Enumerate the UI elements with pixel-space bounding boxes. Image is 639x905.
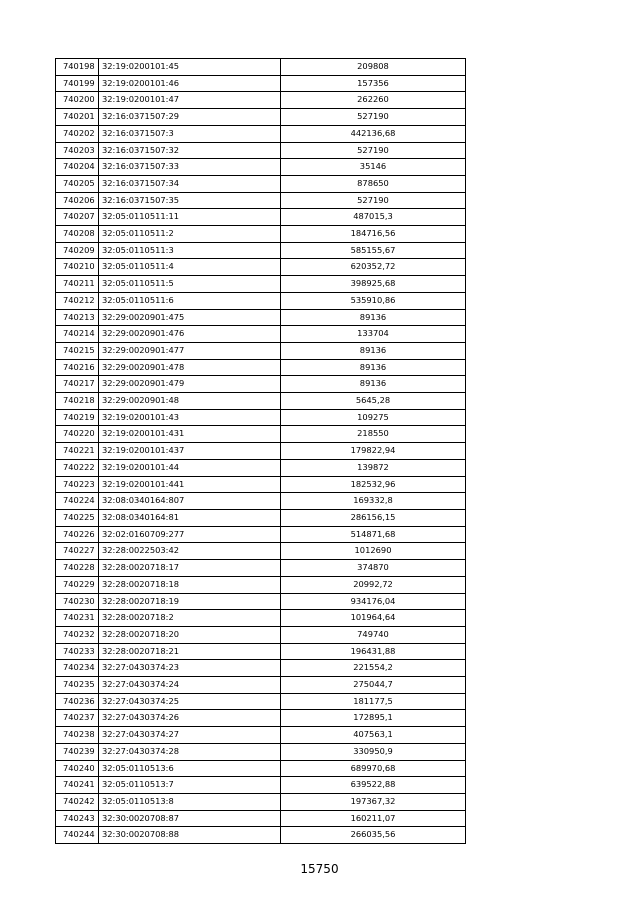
value-cell: 89136 (281, 342, 466, 359)
value-cell: 218550 (281, 426, 466, 443)
value-cell: 442136,68 (281, 125, 466, 142)
value-cell: 266035,56 (281, 827, 466, 844)
value-cell: 160211,07 (281, 810, 466, 827)
cadastral-number-cell: 32:29:0020901:475 (99, 309, 281, 326)
row-id-cell: 740217 (56, 376, 99, 393)
table-row (56, 509, 466, 526)
cadastral-number-cell: 32:16:0371507:29 (99, 109, 281, 126)
table-row (56, 643, 466, 660)
table-row (56, 376, 466, 393)
cadastral-number-cell: 32:16:0371507:32 (99, 142, 281, 159)
value-cell: 1012690 (281, 543, 466, 560)
cadastral-number-cell: 32:28:0020718:2 (99, 610, 281, 627)
table-row (56, 326, 466, 343)
row-id-cell: 740229 (56, 576, 99, 593)
row-id-cell: 740210 (56, 259, 99, 276)
value-cell: 5645,28 (281, 393, 466, 410)
table-row (56, 142, 466, 159)
value-cell: 934176,04 (281, 593, 466, 610)
row-id-cell: 740238 (56, 727, 99, 744)
row-id-cell: 740242 (56, 793, 99, 810)
table-row (56, 727, 466, 744)
value-cell: 878650 (281, 175, 466, 192)
cadastral-number-cell: 32:19:0200101:47 (99, 92, 281, 109)
table-row (56, 760, 466, 777)
cadastral-number-cell: 32:19:0200101:43 (99, 409, 281, 426)
row-id-cell: 740235 (56, 677, 99, 694)
value-cell: 527190 (281, 192, 466, 209)
cadastral-number-cell: 32:05:0110513:7 (99, 777, 281, 794)
table-row (56, 560, 466, 577)
value-cell: 209808 (281, 59, 466, 76)
value-cell: 109275 (281, 409, 466, 426)
value-cell: 179822,94 (281, 443, 466, 460)
value-cell: 157356 (281, 75, 466, 92)
value-cell: 196431,88 (281, 643, 466, 660)
table-row (56, 92, 466, 109)
row-id-cell: 740232 (56, 626, 99, 643)
value-cell: 620352,72 (281, 259, 466, 276)
value-cell: 514871,68 (281, 526, 466, 543)
cadastral-number-cell: 32:28:0020718:18 (99, 576, 281, 593)
table-row (56, 810, 466, 827)
row-id-cell: 740226 (56, 526, 99, 543)
cadastral-number-cell: 32:29:0020901:477 (99, 342, 281, 359)
row-id-cell: 740212 (56, 292, 99, 309)
cadastral-number-cell: 32:19:0200101:44 (99, 459, 281, 476)
row-id-cell: 740205 (56, 175, 99, 192)
row-id-cell: 740209 (56, 242, 99, 259)
cadastral-number-cell: 32:05:0110511:4 (99, 259, 281, 276)
table-row (56, 677, 466, 694)
row-id-cell: 740198 (56, 59, 99, 76)
table-row (56, 593, 466, 610)
cadastral-number-cell: 32:27:0430374:25 (99, 693, 281, 710)
row-id-cell: 740227 (56, 543, 99, 560)
cadastral-number-cell: 32:16:0371507:34 (99, 175, 281, 192)
table-row (56, 693, 466, 710)
table-row (56, 59, 466, 76)
cadastral-number-cell: 32:05:0110511:2 (99, 226, 281, 243)
table-row (56, 109, 466, 126)
table-row (56, 710, 466, 727)
cadastral-number-cell: 32:27:0430374:26 (99, 710, 281, 727)
row-id-cell: 740228 (56, 560, 99, 577)
value-cell: 374870 (281, 560, 466, 577)
table-row (56, 359, 466, 376)
value-cell: 487015,3 (281, 209, 466, 226)
row-id-cell: 740234 (56, 660, 99, 677)
cadastral-number-cell: 32:19:0200101:441 (99, 476, 281, 493)
value-cell: 398925,68 (281, 276, 466, 293)
value-cell: 286156,15 (281, 509, 466, 526)
value-cell: 35146 (281, 159, 466, 176)
row-id-cell: 740219 (56, 409, 99, 426)
value-cell: 527190 (281, 109, 466, 126)
value-cell: 689970,68 (281, 760, 466, 777)
table-row (56, 543, 466, 560)
table-row (56, 493, 466, 510)
table-row (56, 743, 466, 760)
cadastral-number-cell: 32:16:0371507:35 (99, 192, 281, 209)
cadastral-number-cell: 32:28:0020718:19 (99, 593, 281, 610)
row-id-cell: 740202 (56, 125, 99, 142)
cadastral-number-cell: 32:05:0110511:3 (99, 242, 281, 259)
table-row (56, 75, 466, 92)
value-cell: 585155,67 (281, 242, 466, 259)
value-cell: 275044,7 (281, 677, 466, 694)
table-row (56, 259, 466, 276)
table-row (56, 159, 466, 176)
cadastral-number-cell: 32:19:0200101:437 (99, 443, 281, 460)
row-id-cell: 740224 (56, 493, 99, 510)
row-id-cell: 740211 (56, 276, 99, 293)
table-row (56, 610, 466, 627)
row-id-cell: 740233 (56, 643, 99, 660)
row-id-cell: 740203 (56, 142, 99, 159)
row-id-cell: 740204 (56, 159, 99, 176)
row-id-cell: 740241 (56, 777, 99, 794)
cadastral-number-cell: 32:27:0430374:24 (99, 677, 281, 694)
cadastral-number-cell: 32:19:0200101:45 (99, 59, 281, 76)
row-id-cell: 740220 (56, 426, 99, 443)
row-id-cell: 740206 (56, 192, 99, 209)
row-id-cell: 740223 (56, 476, 99, 493)
cadastral-number-cell: 32:02:0160709:277 (99, 526, 281, 543)
cadastral-number-cell: 32:30:0020708:88 (99, 827, 281, 844)
value-cell: 749740 (281, 626, 466, 643)
row-id-cell: 740244 (56, 827, 99, 844)
value-cell: 89136 (281, 309, 466, 326)
table-row (56, 192, 466, 209)
table-row (56, 626, 466, 643)
cadastral-number-cell: 32:27:0430374:23 (99, 660, 281, 677)
row-id-cell: 740230 (56, 593, 99, 610)
cadastral-number-cell: 32:29:0020901:476 (99, 326, 281, 343)
cadastral-number-cell: 32:05:0110513:6 (99, 760, 281, 777)
table-row (56, 175, 466, 192)
value-cell: 169332,8 (281, 493, 466, 510)
table-row (56, 342, 466, 359)
row-id-cell: 740214 (56, 326, 99, 343)
table-row (56, 242, 466, 259)
row-id-cell: 740239 (56, 743, 99, 760)
row-id-cell: 740218 (56, 393, 99, 410)
table-row (56, 209, 466, 226)
table-row (56, 526, 466, 543)
cadastral-number-cell: 32:29:0020901:479 (99, 376, 281, 393)
value-cell: 262260 (281, 92, 466, 109)
cadastral-number-cell: 32:05:0110511:6 (99, 292, 281, 309)
value-cell: 639522,88 (281, 777, 466, 794)
value-cell: 101964,64 (281, 610, 466, 627)
table-row (56, 409, 466, 426)
cadastral-number-cell: 32:28:0020718:17 (99, 560, 281, 577)
table-row (56, 426, 466, 443)
data-table (55, 58, 466, 844)
table-row (56, 443, 466, 460)
cadastral-number-cell: 32:29:0020901:478 (99, 359, 281, 376)
cadastral-number-cell: 32:19:0200101:431 (99, 426, 281, 443)
value-cell: 89136 (281, 376, 466, 393)
cadastral-number-cell: 32:28:0020718:20 (99, 626, 281, 643)
cadastral-number-cell: 32:27:0430374:28 (99, 743, 281, 760)
row-id-cell: 740237 (56, 710, 99, 727)
table-row (56, 793, 466, 810)
cadastral-number-cell: 32:27:0430374:27 (99, 727, 281, 744)
value-cell: 139872 (281, 459, 466, 476)
value-cell: 20992,72 (281, 576, 466, 593)
row-id-cell: 740201 (56, 109, 99, 126)
row-id-cell: 740240 (56, 760, 99, 777)
value-cell: 172895,1 (281, 710, 466, 727)
cadastral-number-cell: 32:19:0200101:46 (99, 75, 281, 92)
table-row (56, 276, 466, 293)
row-id-cell: 740215 (56, 342, 99, 359)
row-id-cell: 740208 (56, 226, 99, 243)
value-cell: 527190 (281, 142, 466, 159)
table-row (56, 125, 466, 142)
value-cell: 184716,56 (281, 226, 466, 243)
table-row (56, 777, 466, 794)
row-id-cell: 740216 (56, 359, 99, 376)
cadastral-number-cell: 32:28:0020718:21 (99, 643, 281, 660)
table-row (56, 292, 466, 309)
value-cell: 407563,1 (281, 727, 466, 744)
row-id-cell: 740225 (56, 509, 99, 526)
table-row (56, 660, 466, 677)
row-id-cell: 740222 (56, 459, 99, 476)
table-body (56, 59, 466, 844)
cadastral-number-cell: 32:08:0340164:81 (99, 509, 281, 526)
cadastral-number-cell: 32:05:0110511:5 (99, 276, 281, 293)
row-id-cell: 740207 (56, 209, 99, 226)
table-row (56, 476, 466, 493)
row-id-cell: 740213 (56, 309, 99, 326)
page-number: 15750 (300, 862, 339, 876)
row-id-cell: 740236 (56, 693, 99, 710)
value-cell: 182532,96 (281, 476, 466, 493)
table-row (56, 459, 466, 476)
table-row (56, 393, 466, 410)
row-id-cell: 740199 (56, 75, 99, 92)
row-id-cell: 740221 (56, 443, 99, 460)
row-id-cell: 740231 (56, 610, 99, 627)
cadastral-number-cell: 32:16:0371507:33 (99, 159, 281, 176)
value-cell: 89136 (281, 359, 466, 376)
value-cell: 330950,9 (281, 743, 466, 760)
table-row (56, 226, 466, 243)
row-id-cell: 740243 (56, 810, 99, 827)
value-cell: 535910,86 (281, 292, 466, 309)
table-row (56, 576, 466, 593)
value-cell: 133704 (281, 326, 466, 343)
cadastral-number-cell: 32:28:0022503:42 (99, 543, 281, 560)
table-row (56, 309, 466, 326)
table-row (56, 827, 466, 844)
cadastral-number-cell: 32:16:0371507:3 (99, 125, 281, 142)
value-cell: 197367,32 (281, 793, 466, 810)
cadastral-number-cell: 32:08:0340164:807 (99, 493, 281, 510)
row-id-cell: 740200 (56, 92, 99, 109)
cadastral-number-cell: 32:29:0020901:48 (99, 393, 281, 410)
cadastral-number-cell: 32:05:0110513:8 (99, 793, 281, 810)
cadastral-number-cell: 32:30:0020708:87 (99, 810, 281, 827)
cadastral-number-cell: 32:05:0110511:11 (99, 209, 281, 226)
value-cell: 181177,5 (281, 693, 466, 710)
value-cell: 221554,2 (281, 660, 466, 677)
